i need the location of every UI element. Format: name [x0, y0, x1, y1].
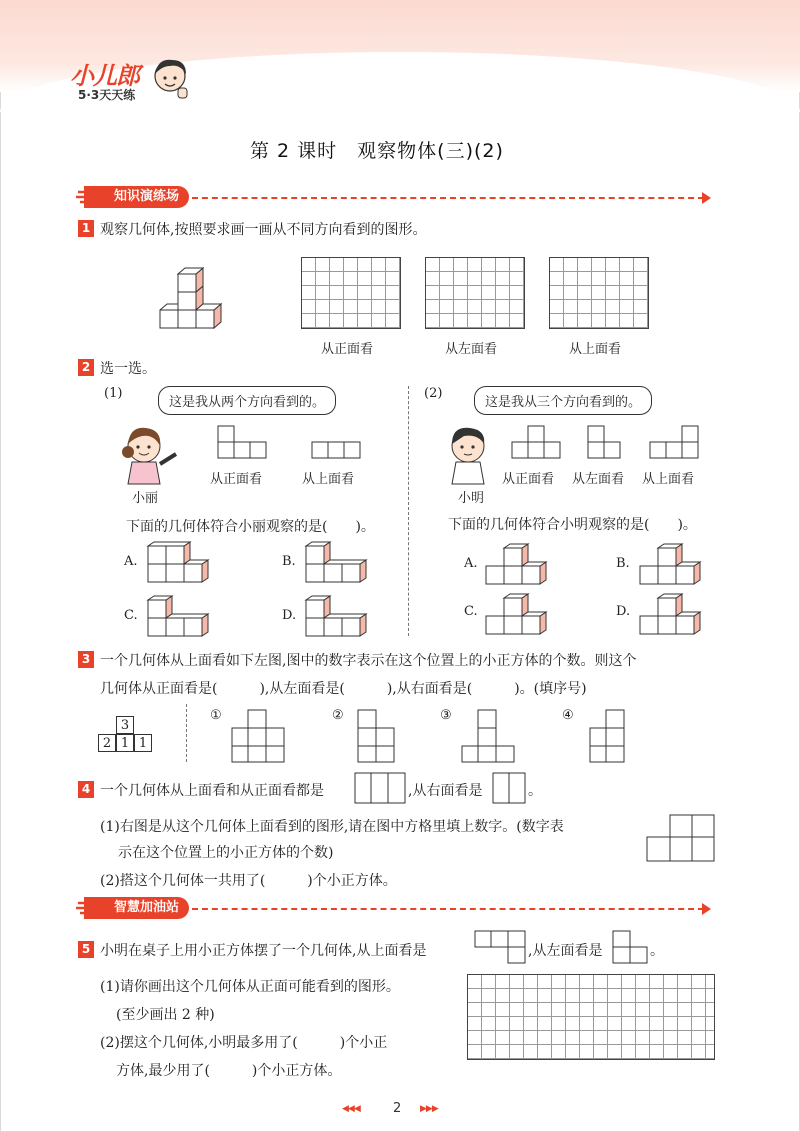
- question-number: 4: [78, 781, 94, 798]
- option-label-b[interactable]: B.: [282, 554, 296, 569]
- question-text: (2)摆这个几何体,小明最多用了( )个小正: [100, 1035, 388, 1051]
- option-label-c[interactable]: C.: [124, 608, 138, 623]
- question-number: 1: [78, 220, 94, 237]
- option-label-d[interactable]: D.: [616, 604, 631, 619]
- question-text: 观察几何体,按照要求画一画从不同方向看到的图形。: [100, 222, 427, 238]
- drawing-grid-left[interactable]: [425, 257, 525, 329]
- view-label: 从正面看: [321, 342, 374, 357]
- view-label: 从上面看: [569, 342, 622, 357]
- question-text: 小明在桌子上用小正方体摆了一个几何体,从上面看是: [100, 943, 427, 959]
- part-tag: (1): [104, 386, 123, 401]
- question-text: 几何体从正面看是( ),从左面看是( ),从右面看是( )。(填序号): [100, 681, 587, 697]
- question-number: 5: [78, 941, 94, 958]
- section-title-1: 知识演练场: [84, 186, 189, 208]
- option-label-b[interactable]: B.: [616, 556, 630, 571]
- option-figure-a-p1[interactable]: [146, 542, 208, 586]
- column-divider: [408, 386, 409, 636]
- question-text: 下面的几何体符合小明观察的是( )。: [448, 517, 697, 533]
- front-view-shape-p2: [510, 424, 562, 460]
- grid-cell: 2: [98, 734, 116, 752]
- page-title: 第 2 课时 观察物体(三)(2): [250, 140, 504, 162]
- drawing-grid-top[interactable]: [549, 257, 649, 329]
- question-text: 示在这个位置上的小正方体的个数): [118, 845, 334, 861]
- question-text: ,从左面看是: [528, 943, 603, 959]
- column-divider: [186, 704, 187, 762]
- brand-logo-text: 小儿郎: [70, 62, 139, 90]
- question-text: (1)请你画出这个几何体从正面可能看到的图形。: [100, 979, 400, 995]
- drawing-grid-front-q5[interactable]: [467, 974, 715, 1060]
- option-label-d[interactable]: D.: [282, 608, 297, 623]
- option-label-a[interactable]: A.: [124, 554, 138, 569]
- view-label: 从左面看: [572, 472, 625, 487]
- girl-xiaoli-icon: [118, 420, 184, 486]
- view-label: 从正面看: [210, 472, 263, 487]
- front-view-shape-p1: [216, 424, 268, 460]
- question-text: (2)搭这个几何体一共用了( )个小正方体。: [100, 873, 397, 889]
- fill-number-grid[interactable]: [646, 814, 718, 864]
- option-figure-b-p2[interactable]: [638, 540, 700, 588]
- character-name: 小丽: [132, 491, 159, 506]
- shape-top-view: [474, 930, 528, 964]
- view-label: 从左面看: [445, 342, 498, 357]
- question-text: 选一选。: [100, 361, 156, 377]
- choice-number: ④: [562, 708, 574, 723]
- top-view-shape-p1: [310, 440, 362, 460]
- shape-three-squares: [354, 772, 408, 804]
- option-figure-d-p2[interactable]: [638, 588, 700, 638]
- shape-left-view: [612, 930, 650, 964]
- choice-number: ②: [332, 708, 344, 723]
- question-text: 下面的几何体符合小丽观察的是( )。: [126, 519, 375, 535]
- page-number: 2: [393, 1101, 402, 1116]
- view-label: 从上面看: [642, 472, 695, 487]
- option-label-a[interactable]: A.: [464, 556, 478, 571]
- grid-cell: 1: [134, 734, 152, 752]
- grid-cell: 1: [116, 734, 134, 752]
- option-figure-c-p2[interactable]: [484, 592, 546, 640]
- question-text: ,从右面看是: [408, 783, 483, 799]
- boy-xiaoming-icon: [442, 420, 498, 486]
- speech-bubble: 这是我从三个方向看到的。: [474, 386, 652, 415]
- question-text: (至少画出 2 种): [116, 1007, 215, 1023]
- speech-bubble: 这是我从两个方向看到的。: [158, 386, 336, 415]
- question-text: 方体,最少用了( )个小正方体。: [116, 1063, 342, 1079]
- shape-two-squares: [492, 772, 528, 804]
- choice-number: ③: [440, 708, 452, 723]
- option-label-c[interactable]: C.: [464, 604, 478, 619]
- top-view-number-grid: [96, 716, 156, 754]
- character-name: 小明: [458, 491, 485, 506]
- next-arrows-icon: ▶▶▶: [420, 1104, 438, 1114]
- section-line-2: [192, 908, 704, 910]
- view-label: 从上面看: [302, 472, 355, 487]
- section-arrow-1: [702, 192, 711, 204]
- left-view-shape-p2: [586, 424, 622, 460]
- section-title-2: 智慧加油站: [84, 897, 189, 919]
- question-text: 。: [528, 783, 542, 799]
- section-line-1: [192, 197, 704, 199]
- top-view-shape-p2: [648, 424, 700, 460]
- view-choice-2: [356, 708, 396, 764]
- option-figure-d-p1[interactable]: [304, 596, 366, 640]
- brand-subtitle: 5·3天天练: [78, 88, 136, 102]
- question-number: 2: [78, 359, 94, 376]
- view-label: 从正面看: [502, 472, 555, 487]
- option-figure-b-p1[interactable]: [304, 542, 366, 586]
- view-choice-3: [460, 708, 518, 764]
- grid-cell: 3: [116, 716, 134, 734]
- view-choice-4: [588, 708, 628, 764]
- section-arrow-2: [702, 903, 711, 915]
- question-number: 3: [78, 651, 94, 668]
- option-figure-c-p1[interactable]: [146, 596, 208, 640]
- part-tag: (2): [424, 386, 443, 401]
- option-figure-a-p2[interactable]: [484, 540, 546, 588]
- cube-figure-q1: [158, 268, 224, 332]
- prev-arrows-icon: ◀◀◀: [342, 1104, 360, 1114]
- choice-number: ①: [210, 708, 222, 723]
- question-text: 。: [650, 943, 664, 959]
- question-text: 一个几何体从上面看如下左图,图中的数字表示在这个位置上的小正方体的个数。则这个: [100, 653, 637, 669]
- drawing-grid-front[interactable]: [301, 257, 401, 329]
- question-text: 一个几何体从上面看和从正面看都是: [100, 783, 324, 799]
- question-text: (1)右图是从这个几何体上面看到的图形,请在图中方格里填上数字。(数字表: [100, 819, 564, 835]
- view-choice-1: [230, 708, 288, 764]
- mascot-boy-icon: [150, 54, 192, 104]
